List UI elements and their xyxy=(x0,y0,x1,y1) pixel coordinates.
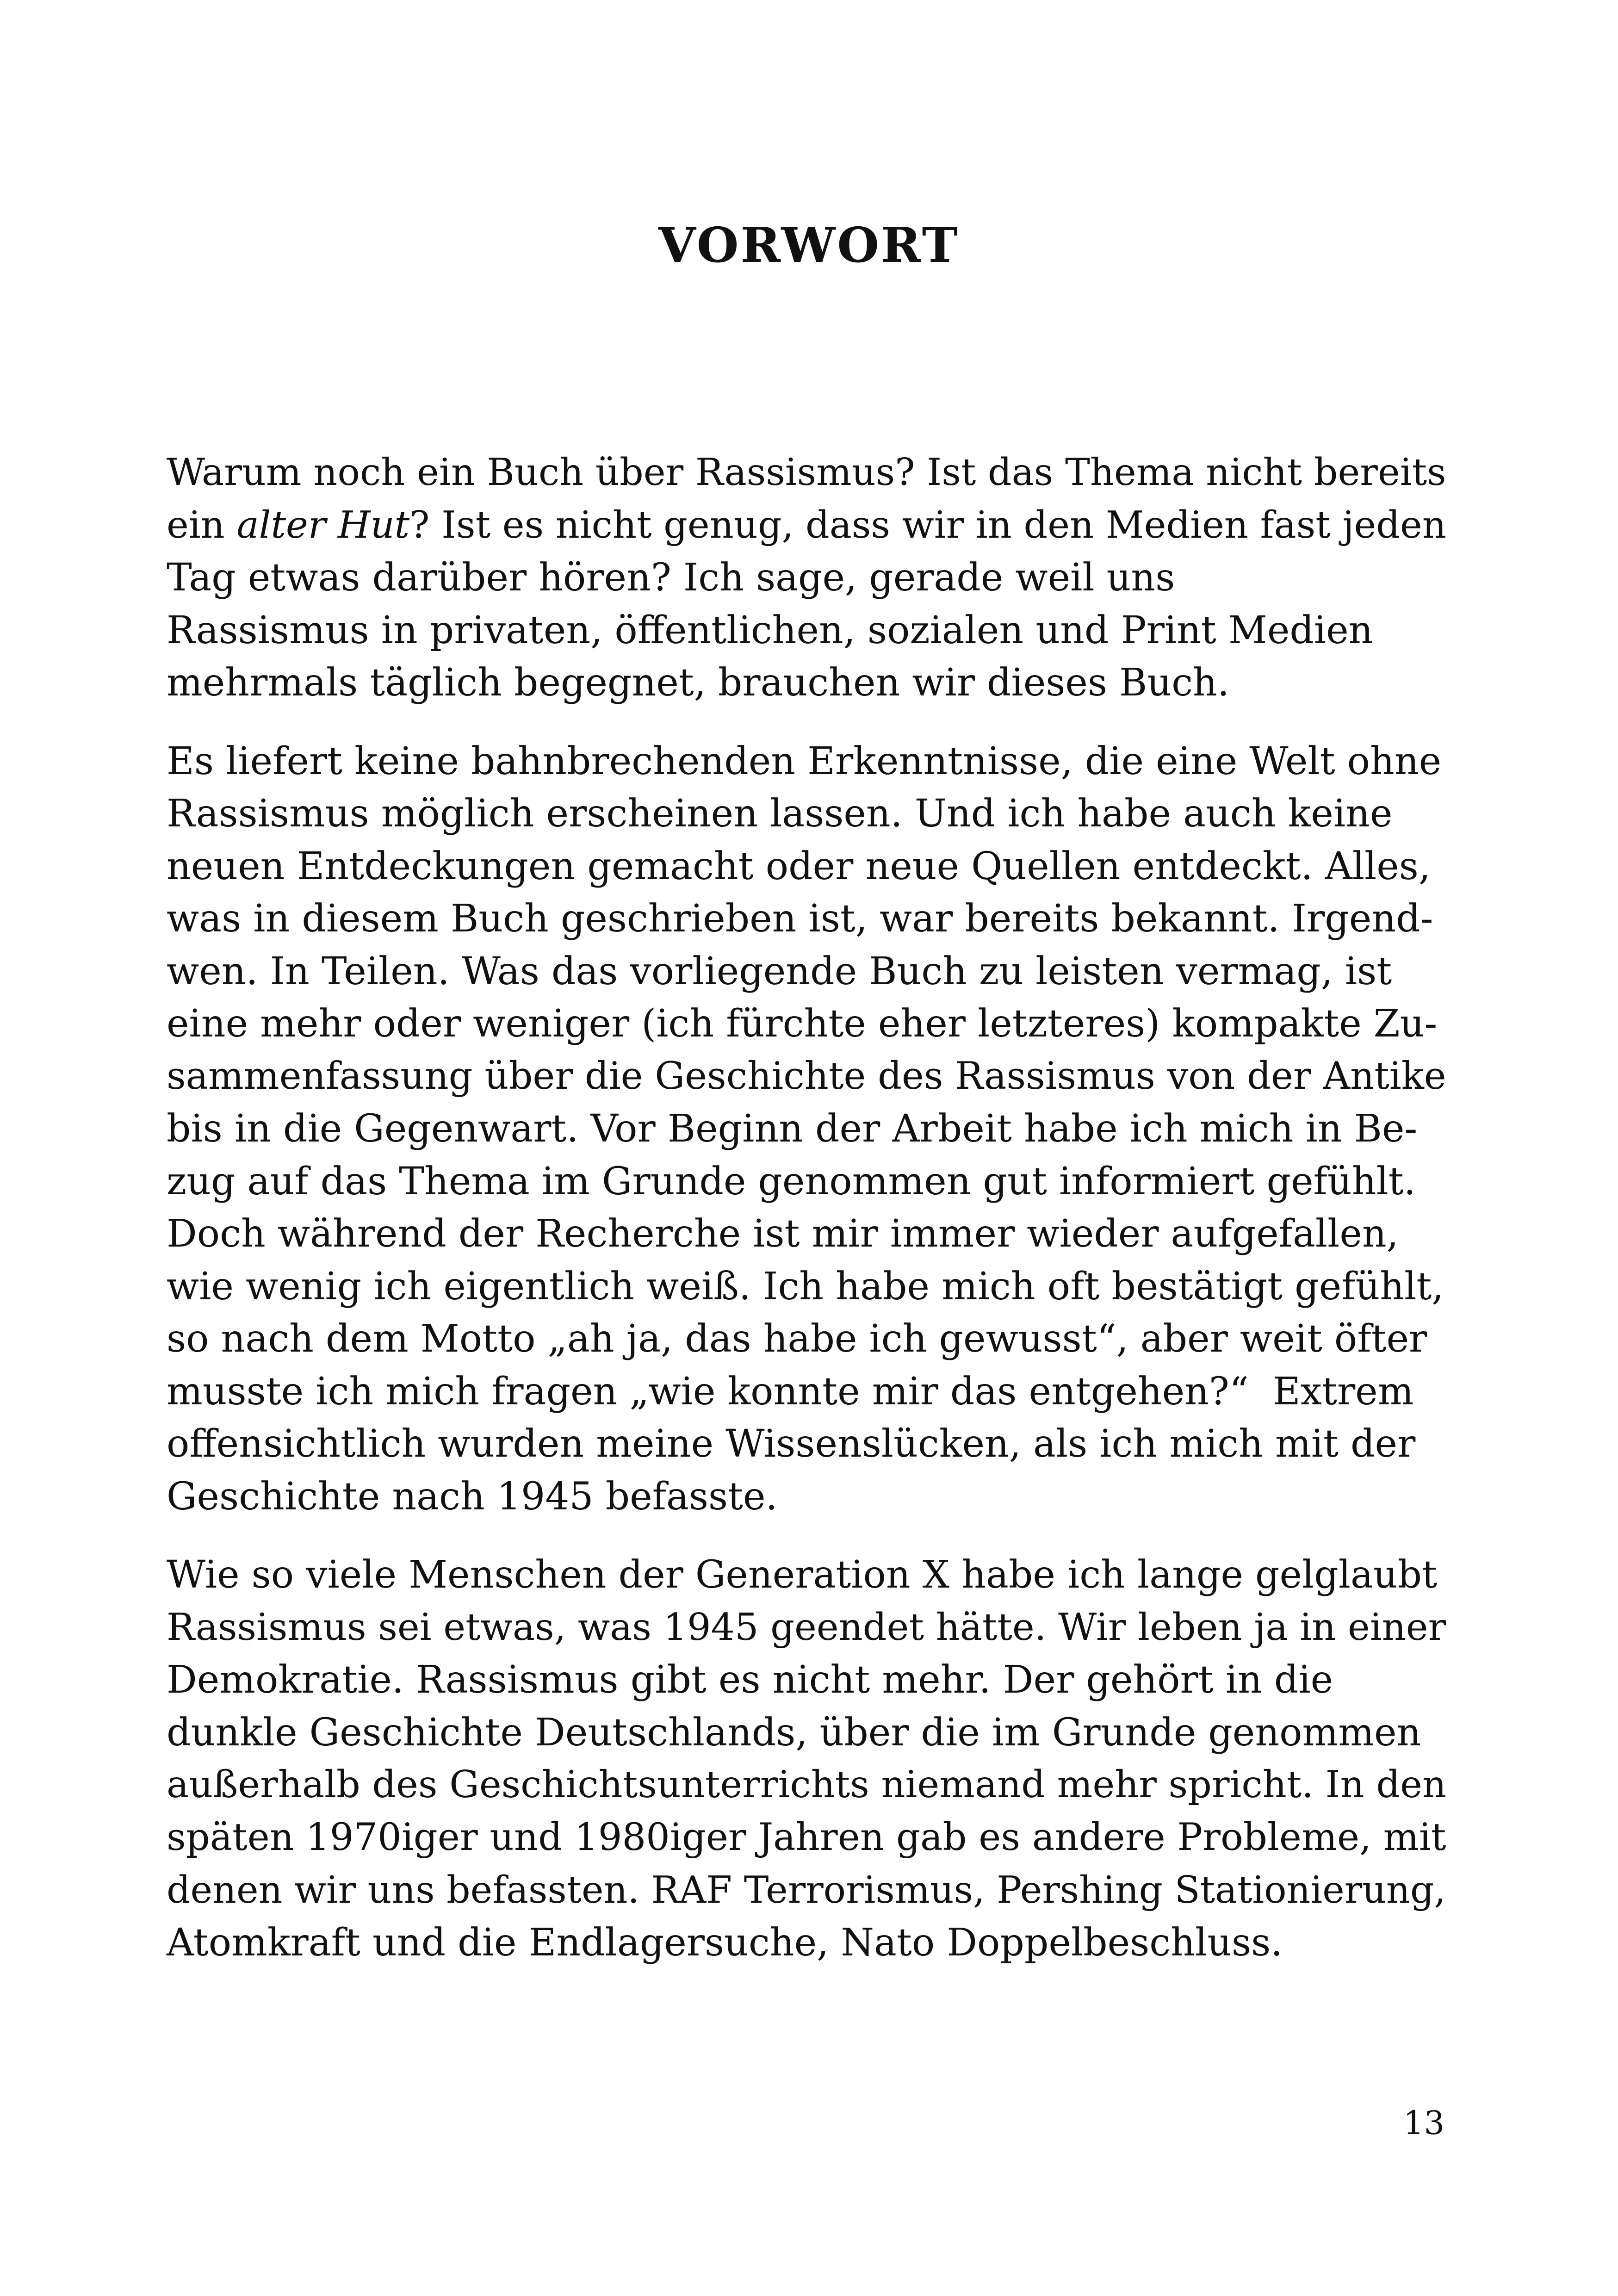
text-line xyxy=(167,1601,1453,1654)
text-line xyxy=(167,1471,1453,1523)
text-segment: außerhalb des Geschichtsunterrichts niemand mehr spricht. In den xyxy=(167,1763,1447,1806)
text-line xyxy=(167,840,1453,893)
text-segment: zug auf das Thema im Grunde genommen gut informiert gefühlt. xyxy=(167,1159,1416,1204)
chapter-title: VORWORT xyxy=(658,217,960,273)
text-line xyxy=(167,1864,1453,1917)
paragraph xyxy=(167,1549,1453,1969)
text-line xyxy=(167,552,1453,604)
text-segment: musste ich mich fragen „wie konnte mir das entgehen?“ Extrem xyxy=(167,1369,1414,1414)
text-segment: offensichtlich wurden meine Wissenslücken, als ich mich mit der xyxy=(167,1422,1416,1466)
text-segment: ein xyxy=(167,503,237,547)
text-line xyxy=(167,1313,1453,1365)
text-segment: eine mehr oder weniger (ich fürchte eher letzteres) kompakte Zu- xyxy=(167,1002,1438,1046)
text-line xyxy=(167,1706,1453,1759)
text-line xyxy=(167,1365,1453,1418)
text-segment: mehrmals täglich begegnet, brauchen wir dieses Buch. xyxy=(167,661,1229,705)
text-line xyxy=(167,893,1453,945)
text-line xyxy=(167,788,1453,840)
text-segment: Demokratie. Rassismus gibt es nicht mehr. Der gehört in die xyxy=(167,1658,1333,1702)
paragraph xyxy=(167,447,1453,709)
text-segment: bis in die Gegenwart. Vor Beginn der Arbeit habe ich mich in Be- xyxy=(167,1107,1418,1151)
text-segment: so nach dem Motto „ah ja, das habe ich gewusst“, aber weit öfter xyxy=(167,1317,1427,1361)
text-segment: Rassismus möglich erscheinen lassen. Und ich habe auch keine xyxy=(167,792,1393,836)
text-segment: wie wenig ich eigentlich weiß. Ich habe mich oft bestätigt gefühlt, xyxy=(167,1264,1444,1309)
text-segment: wen. In Teilen. Was das vorliegende Buch zu leisten vermag, ist xyxy=(167,949,1392,993)
text-segment: denen wir uns befassten. RAF Terrorismus, Pershing Stationierung, xyxy=(167,1868,1446,1911)
text-line xyxy=(167,447,1453,499)
text-segment: Atomkraft und die Endlagersuche, Nato Doppelbeschluss. xyxy=(167,1920,1283,1965)
text-segment: Geschichte nach 1945 befasste. xyxy=(167,1474,778,1519)
text-line xyxy=(167,1208,1453,1260)
text-line xyxy=(167,1260,1453,1313)
text-line xyxy=(167,1654,1453,1706)
text-line xyxy=(167,1917,1453,1969)
text-line xyxy=(167,735,1453,788)
text-segment: Doch während der Recherche ist mir immer wieder aufgefallen, xyxy=(167,1212,1399,1256)
text-line xyxy=(167,1155,1453,1208)
text-line xyxy=(167,604,1453,657)
text-line xyxy=(167,657,1453,709)
text-segment: Es liefert keine bahnbrechenden Erkenntnisse, die eine Welt ohne xyxy=(167,739,1442,783)
text-line xyxy=(167,1549,1453,1601)
text-segment: Rassismus in privaten, öffentlichen, sozialen und Print Medien xyxy=(167,608,1373,652)
text-segment: Warum noch ein Buch über Rassismus? Ist das Thema nicht bereits xyxy=(167,451,1446,494)
text-line xyxy=(167,1759,1453,1812)
text-segment: dunkle Geschichte Deutschlands, über die im Grunde genommen xyxy=(167,1710,1421,1755)
text-line xyxy=(167,998,1453,1050)
text-segment: späten 1970iger und 1980iger Jahren gab es andere Probleme, mit xyxy=(167,1815,1446,1859)
text-line xyxy=(167,1418,1453,1471)
text-segment: Wie so viele Menschen der Generation X habe ich lange gelglaubt xyxy=(167,1553,1438,1597)
text-line xyxy=(167,1812,1453,1864)
text-segment: Tag etwas darüber hören? Ich sage, gerade weil uns xyxy=(167,556,1175,600)
italic-phrase: alter Hut xyxy=(236,503,410,547)
text-segment: sammenfassung über die Geschichte des Rassismus von der Antike xyxy=(167,1054,1446,1098)
body-text xyxy=(167,447,1453,1995)
text-segment: Rassismus sei etwas, was 1945 geendet hätte. Wir leben ja in einer xyxy=(167,1605,1446,1649)
text-line xyxy=(167,1050,1453,1103)
page-number: 13 xyxy=(1403,2104,1444,2142)
text-segment: neuen Entdeckungen gemacht oder neue Quellen entdeckt. Alles, xyxy=(167,844,1431,888)
text-segment: ? Ist es nicht genug, dass wir in den Medien fast jeden xyxy=(409,503,1446,547)
paragraph xyxy=(167,735,1453,1523)
text-line xyxy=(167,499,1453,552)
text-line xyxy=(167,1103,1453,1155)
text-line xyxy=(167,945,1453,998)
text-segment: was in diesem Buch geschrieben ist, war bereits bekannt. Irgend- xyxy=(167,897,1433,941)
